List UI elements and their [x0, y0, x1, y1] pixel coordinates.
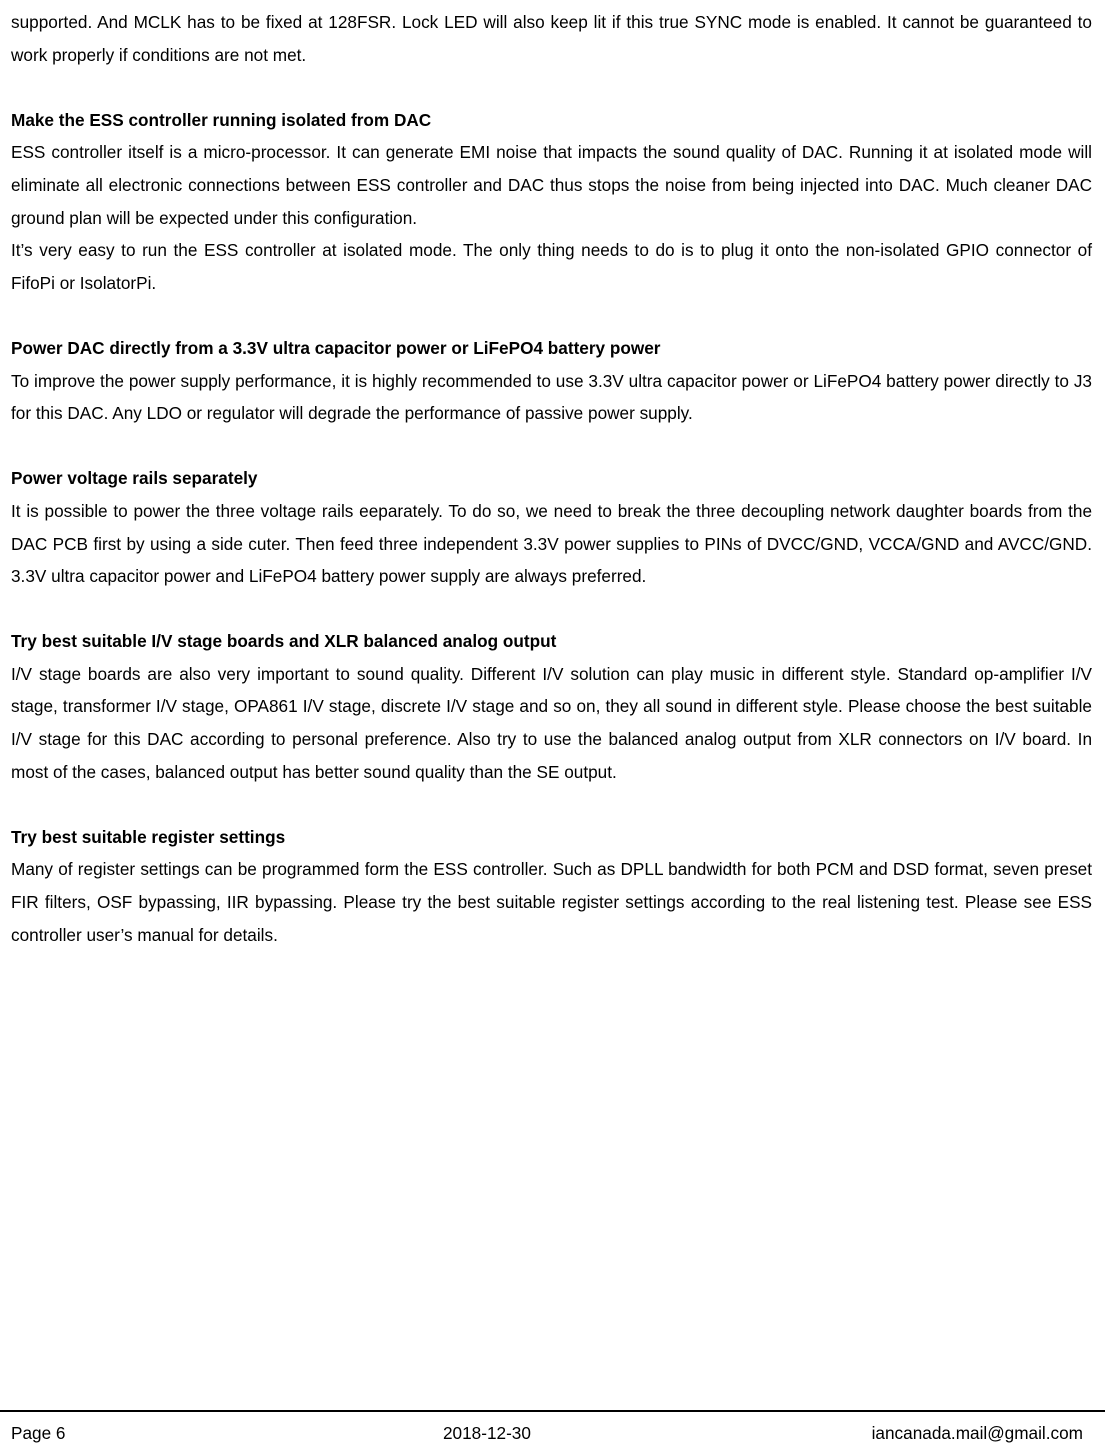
section-heading: Try best suitable register settings — [11, 826, 286, 847]
section-heading: Try best suitable I/V stage boards and XLR balanced analog output — [11, 631, 557, 652]
section-iv-stage — [11, 625, 1092, 788]
section-voltage-rails — [11, 462, 1092, 592]
section-gap — [11, 71, 1092, 104]
section-isolated-controller — [11, 104, 1092, 300]
section-paragraph: ESS controller itself is a micro-processor. It can generate EMI noise that impacts the sound quality of DAC. Running it at isolated mode will eliminate all electronic connections between ESS controller and DAC thus stops the noise from being injected into DAC. Much cleaner DAC ground plan will be expected under this configuration. — [11, 142, 1092, 228]
section-paragraph: It is possible to power the three voltage rails eeparately. To do so, we need to break the three decoupling network daughter boards from the DAC PCB first by using a side cuter. Then feed three independent 3.3V power supplies to PINs of DVCC/GND, VCCA/GND and AVCC/GND. 3.3V ultra capacitor power and LiFePO4 battery power supply are always preferred. — [11, 500, 1092, 587]
section-paragraph: It’s very easy to run the ESS controller at isolated mode. The only thing needs to do is to plug it onto the non-isolated GPIO connector of FifoPi or IsolatorPi. — [11, 240, 1092, 293]
section-register-settings — [11, 821, 1092, 951]
section-heading: Power voltage rails separately — [11, 468, 258, 489]
intro-paragraph: supported. And MCLK has to be fixed at 128FSR. Lock LED will also keep lit if this true SYNC mode is enabled. It cannot be guaranteed to work properly if conditions are not met. — [11, 12, 1092, 65]
section-gap — [11, 593, 1092, 626]
section-heading: Make the ESS controller running isolated from DAC — [11, 109, 432, 130]
section-gap — [11, 788, 1092, 821]
section-paragraph: Many of register settings can be programmed form the ESS controller. Such as DPLL bandwidth for both PCM and DSD format, seven preset FIR filters, OSF bypassing, IIR bypassing. Please try the best suitable register settings according to the real listening test. Please see ESS controller user’s manual for details. — [11, 859, 1092, 945]
document-body — [11, 6, 1092, 951]
section-paragraph: I/V stage boards are also very important to sound quality. Different I/V solution can play music in different style. Standard op-amplifier I/V stage, transformer I/V stage, OPA861 I/V stage, discrete I/V stage and so on, they all sound in different style. Please choose the best suitable I/V stage for this DAC according to personal preference. Also try to use the balanced analog output from XLR connectors on I/V board. In most of the cases, balanced output has better sound quality than the SE output. — [11, 663, 1092, 782]
footer-page-number: Page 6 — [11, 1423, 66, 1443]
section-gap — [11, 299, 1092, 332]
footer-email: iancanada.mail@gmail.com — [871, 1423, 1083, 1443]
section-paragraph: To improve the power supply performance, it is highly recommended to use 3.3V ultra capacitor power or LiFePO4 battery power directly to J3 for this DAC. Any LDO or regulator will degrade the performance of passive power supply. — [11, 370, 1092, 424]
section-power-dac — [11, 332, 1092, 430]
footer-divider — [0, 1410, 1105, 1412]
section-gap — [11, 430, 1092, 463]
footer-date: 2018-12-30 — [443, 1423, 531, 1443]
section-heading: Power DAC directly from a 3.3V ultra capacitor power or LiFePO4 battery power — [11, 337, 661, 358]
